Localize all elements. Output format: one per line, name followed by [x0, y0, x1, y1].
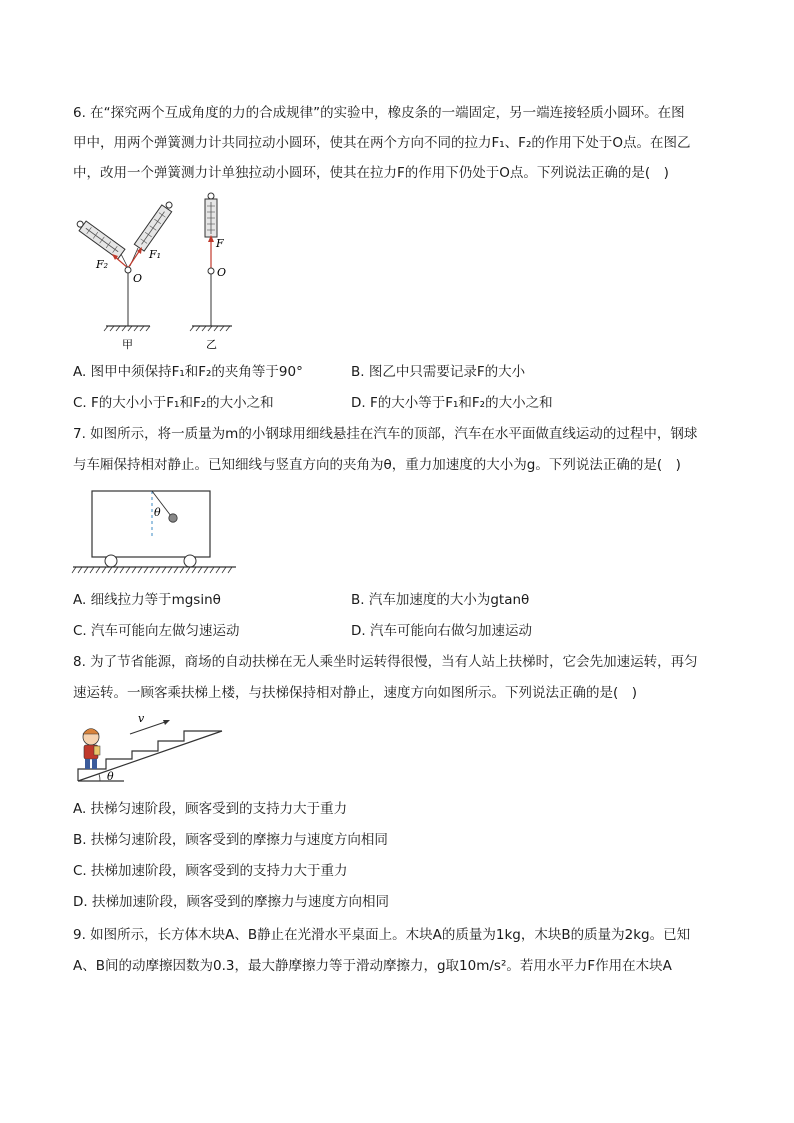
- q8-figure: [72, 712, 232, 787]
- q6-option-d: D. F的大小等于F₁和F₂的大小之和: [351, 395, 553, 411]
- q7-option-a: A. 细线拉力等于mgsinθ: [73, 592, 221, 608]
- car-wheel-right: [184, 555, 196, 567]
- q7-label-theta: θ: [154, 506, 161, 519]
- spring-scale-right: [134, 199, 175, 251]
- q6-option-a: A. 图甲中须保持F₁和F₂的夹角等于90°: [73, 364, 303, 380]
- q6-option-b: B. 图乙中只需要记录F的大小: [351, 364, 526, 380]
- steel-ball: [169, 514, 177, 522]
- q9-stem-line-1: 9. 如图所示，长方体木块A、B静止在光滑水平桌面上。木块A的质量为1kg，木块B的质量为2kg。已知: [73, 927, 691, 943]
- car-body: [92, 491, 210, 557]
- q8-option-d: D. 扶梯加速阶段，顾客受到的摩擦力与速度方向相同: [73, 894, 389, 910]
- q8-option-b: B. 扶梯匀速阶段，顾客受到的摩擦力与速度方向相同: [73, 832, 388, 848]
- q6-label-F1: F₁: [149, 248, 162, 261]
- q6-caption-left: 甲: [122, 338, 133, 351]
- spring-scale-vertical: [205, 193, 217, 237]
- q6-caption-right: 乙: [206, 338, 217, 351]
- q8-option-a: A. 扶梯匀速阶段，顾客受到的支持力大于重力: [73, 801, 348, 817]
- q6-stem-line-3: 中，改用一个弹簧测力计单独拉动小圆环，使其在拉力F的作用下仍处于O点。下列说法正确的是( ): [73, 165, 669, 181]
- q6-label-F: F: [216, 237, 224, 250]
- q6-label-O-right: O: [217, 266, 227, 279]
- q6-option-c: C. F的大小小于F₁和F₂的大小之和: [73, 395, 274, 411]
- customer-figure: [83, 729, 100, 770]
- car-wheel-left: [105, 555, 117, 567]
- q7-figure: [70, 488, 240, 578]
- q8-label-v: v: [138, 712, 145, 725]
- q6-figure: [70, 190, 250, 355]
- q8-stem-line-2: 速运转。一顾客乘扶梯上楼，与扶梯保持相对静止，速度方向如图所示。下列说法正确的是( ): [73, 685, 638, 701]
- q6-stem-line-2: 甲中，用两个弹簧测力计共同拉动小圆环，使其在两个方向不同的拉力F₁、F₂的作用下处于O点。在图乙: [73, 135, 691, 151]
- spring-scale-left: [74, 218, 125, 259]
- q8-stem-line-1: 8. 为了节省能源，商场的自动扶梯在无人乘坐时运转得很慢，当有人站上扶梯时，它会先加速运转，再匀: [73, 654, 698, 670]
- q6-label-O-left: O: [133, 272, 143, 285]
- q6-label-F2: F₂: [96, 258, 109, 271]
- q8-label-theta: θ: [107, 770, 114, 783]
- q6-stem-line-1: 6. 在“探究两个互成角度的力的合成规律”的实验中，橡皮条的一端固定，另一端连接轻质小圆环。在图: [73, 105, 685, 121]
- q8-option-c: C. 扶梯加速阶段，顾客受到的支持力大于重力: [73, 863, 348, 879]
- q7-stem-line-2: 与车厢保持相对静止。已知细线与竖直方向的夹角为θ，重力加速度的大小为g。下列说法正确的是( ): [73, 457, 681, 473]
- q7-option-b: B. 汽车加速度的大小为gtanθ: [351, 592, 530, 608]
- q7-option-d: D. 汽车可能向右做匀加速运动: [351, 623, 532, 639]
- q7-option-c: C. 汽车可能向左做匀速运动: [73, 623, 240, 639]
- q9-stem-line-2: A、B间的动摩擦因数为0.3，最大静摩擦力等于滑动摩擦力，g取10m/s²。若用水平力F作用在木块A: [73, 958, 672, 974]
- q7-stem-line-1: 7. 如图所示，将一质量为m的小钢球用细线悬挂在汽车的顶部，汽车在水平面做直线运动的过程中，钢球: [73, 426, 698, 442]
